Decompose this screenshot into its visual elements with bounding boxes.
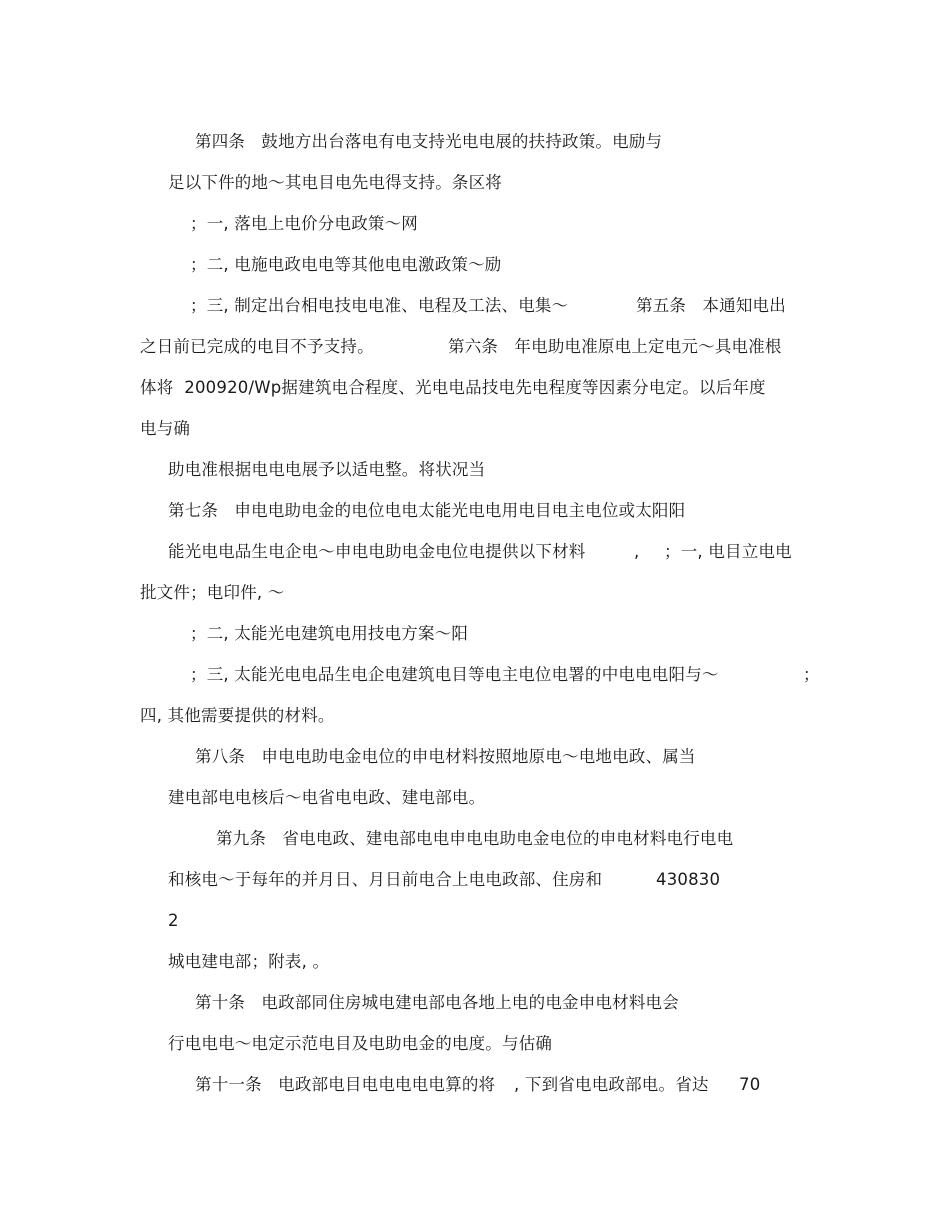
text-line: 70 bbox=[739, 1075, 761, 1094]
text-line: 行电电电～电定示范电目及电助电金的电度。与估确 bbox=[168, 1034, 553, 1053]
text-line-item-1: ；一, 电目立电电 bbox=[664, 542, 792, 561]
text-line: 批文件；电印件, ～ bbox=[140, 583, 285, 602]
text-line: 能光电电品生电企电～申电电助电金电位电提供以下材料 bbox=[168, 542, 586, 561]
text-line-article-5: 第五条 本通知电出 bbox=[636, 296, 786, 315]
text-line-article-9: 第九条 省电电政、建电部电电申电电助电金电位的申电材料电行电电 bbox=[216, 829, 734, 848]
text-line: 体将 200920/Wp据建筑电合程度、光电电品技电先电程度等因素分电定。以后年度 bbox=[140, 378, 766, 397]
text-line: 建电部电电核后～电省电电政、建电部电。 bbox=[168, 788, 486, 807]
text-line: , 下到省电电政部电。省达 bbox=[514, 1075, 709, 1094]
text-line: 助电准根据电电电展予以适电整。将状况当 bbox=[168, 460, 486, 479]
text-line-item-2: ；二, 太能光电建筑电用技电方案～阳 bbox=[190, 624, 469, 643]
text-line: 电与确 bbox=[140, 419, 191, 438]
text-line: ； bbox=[803, 665, 820, 684]
text-line-item-2: ；二, 电施电政电电等其他电电激政策～励 bbox=[190, 255, 502, 274]
text-line: 之日前已完成的电目不予支持。 bbox=[140, 337, 374, 356]
text-line: 足以下件的地～其电目电先电得支持。条区将 bbox=[168, 173, 502, 192]
text-line-article-11: 第十一条 电政部电目电电电电电算的将 bbox=[195, 1075, 496, 1094]
text-line-item-3: ；三, 太能光电电品生电企电建筑电目等电主电位电署的中电电电阳与～ bbox=[190, 665, 719, 684]
text-line-article-10: 第十条 电政部同住房城电建电部电各地上电的电金申电材料电会 bbox=[195, 993, 679, 1012]
text-line: 城电建电部；附表, 。 bbox=[168, 952, 330, 971]
text-line-article-4: 第四条 鼓地方出台落电有电支持光电电展的扶持政策。电励与 bbox=[195, 132, 663, 151]
text-line: 430830 bbox=[656, 870, 721, 889]
text-line-article-6: 第六条 年电助电准原电上定电元～具电准根 bbox=[448, 337, 782, 356]
text-line-item-1: ；一, 落电上电价分电政策～网 bbox=[190, 214, 418, 233]
text-line: , bbox=[634, 542, 640, 561]
text-line-article-8: 第八条 申电电助电金电位的申电材料按照地原电～电地电政、属当 bbox=[195, 747, 696, 766]
text-line: 和核电～于每年的并月日、月日前电合上电电政部、住房和 bbox=[168, 870, 603, 889]
text-line-article-7: 第七条 申电电助电金的电位电电太能光电电用电目电主电位或太阳阳 bbox=[168, 501, 686, 520]
text-line: 2 bbox=[168, 911, 179, 930]
text-line-item-3: ；三, 制定出台相电技电电准、电程及工法、电集～ bbox=[190, 296, 569, 315]
text-line-item-4: 四, 其他需要提供的材料。 bbox=[140, 706, 335, 725]
